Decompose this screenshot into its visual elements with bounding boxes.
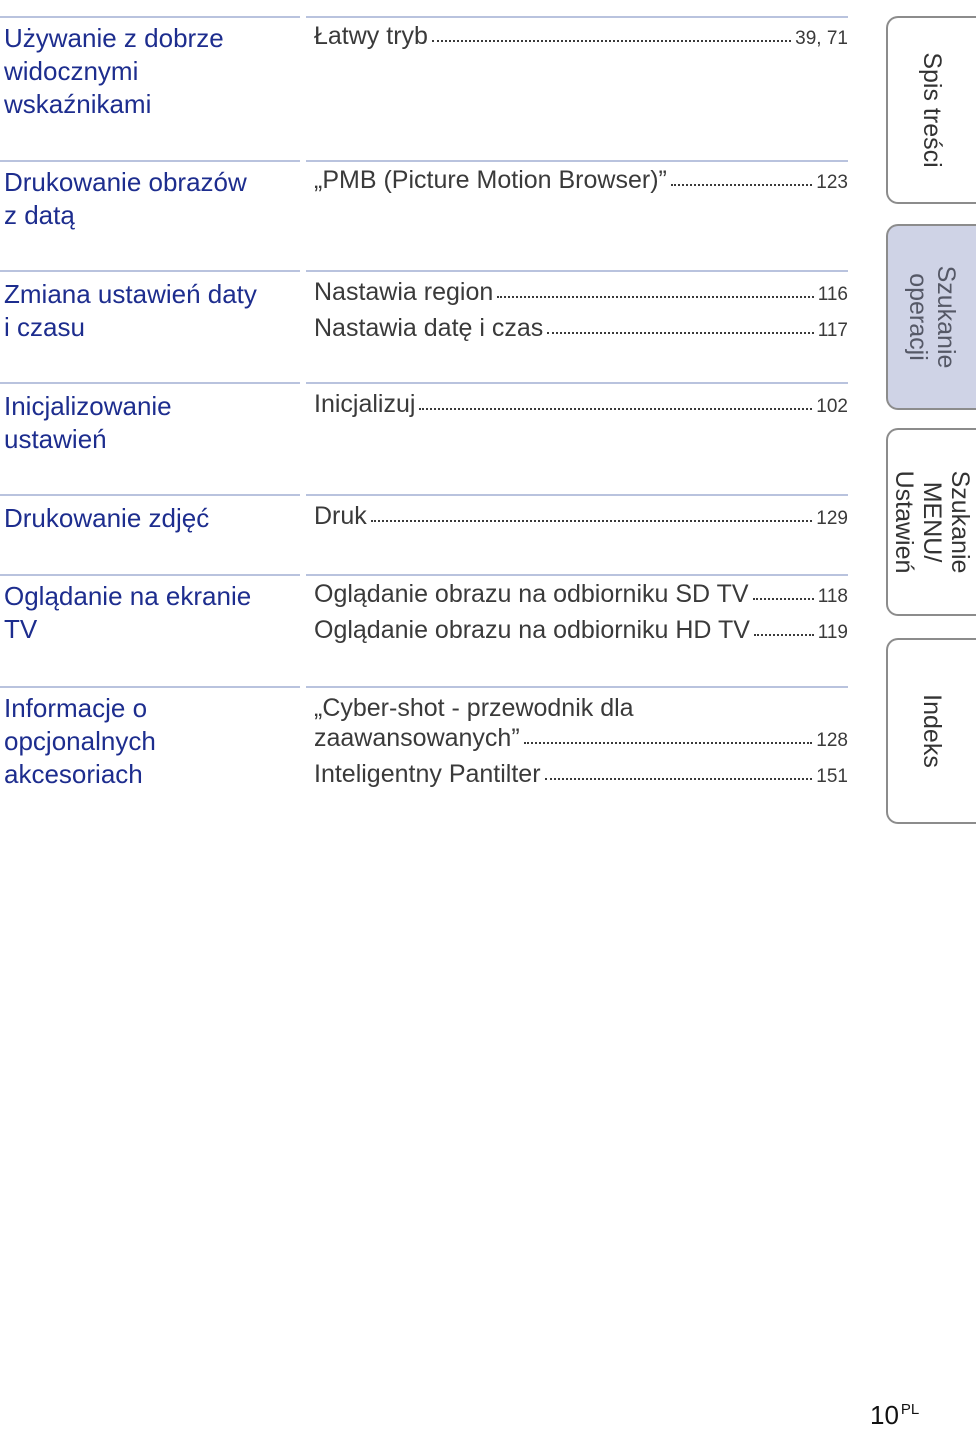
tab-label: Szukanie MENU/ Ustawień [890, 470, 974, 574]
entry-text: Inicjalizuj [314, 390, 416, 418]
entry-text: Druk [314, 502, 367, 530]
page-ref: 128 [816, 730, 848, 751]
toc-entry[interactable] [314, 314, 848, 350]
dot-leader [371, 514, 813, 522]
toc-entry[interactable] [314, 166, 848, 202]
section-divider [0, 382, 848, 384]
page-ref: 123 [816, 172, 848, 193]
tab-label: Szukanie operacji [904, 265, 960, 369]
page-ref: 118 [817, 586, 848, 607]
entry-text: „PMB (Picture Motion Browser)” [314, 166, 667, 194]
entry-text: Inteligentny Pantilter [314, 760, 541, 788]
category-label: Zmiana ustawień daty i czasu [4, 279, 257, 342]
entry-text-line1: „Cyber-shot - przewodnik dla [314, 694, 634, 722]
tab-spis-tresci[interactable] [886, 16, 976, 204]
toc-entry[interactable] [314, 616, 848, 652]
entry-text: zaawansowanych” [314, 724, 520, 752]
tab-szukanie-menu[interactable] [886, 428, 976, 616]
page-ref: 39, 71 [795, 28, 848, 49]
page-ref: 119 [817, 622, 848, 643]
dot-leader [497, 290, 813, 298]
entry-text: Nastawia region [314, 278, 494, 306]
toc-entry[interactable] [314, 278, 848, 314]
tab-label: Indeks [918, 694, 946, 768]
page-ref: 151 [816, 766, 848, 787]
dot-leader [671, 178, 812, 186]
toc-entry[interactable] [314, 580, 848, 616]
page-ref: 117 [817, 320, 848, 341]
category-label: Oglądanie na ekranie TV [4, 581, 252, 644]
dot-leader [545, 772, 813, 780]
dot-leader [547, 326, 813, 334]
page-number [870, 1400, 919, 1431]
section-divider [0, 160, 848, 162]
dot-leader [432, 34, 791, 42]
category-label: Inicjalizowanie ustawień [4, 391, 172, 454]
entry-text: Łatwy tryb [314, 22, 428, 50]
dot-leader [754, 628, 814, 636]
tab-label: Spis treści [918, 52, 946, 168]
page-ref: 102 [816, 396, 848, 417]
category-label: Drukowanie zdjęć [4, 503, 210, 533]
toc-entry[interactable] [314, 502, 848, 538]
entry-text: Nastawia datę i czas [314, 314, 544, 342]
category-label: Używanie z dobrze widocznymi wskaźnikami [4, 23, 224, 119]
toc-entry[interactable] [314, 390, 848, 426]
page-ref: 129 [816, 508, 848, 529]
toc-entry[interactable] [314, 692, 848, 758]
section-divider [0, 686, 848, 688]
section-divider [0, 574, 848, 576]
entry-text: Oglądanie obrazu na odbiorniku HD TV [314, 616, 750, 644]
dot-leader [419, 402, 812, 410]
toc-entry[interactable] [314, 22, 848, 58]
page-ref: 116 [817, 284, 848, 305]
category-label: Informacje o opcjonalnych akcesoriach [4, 693, 156, 789]
section-divider [0, 494, 848, 496]
toc-entry[interactable] [314, 760, 848, 796]
tab-indeks[interactable] [886, 638, 976, 824]
category-label: Drukowanie obrazów z datą [4, 167, 247, 230]
tab-szukanie-operacji[interactable] [886, 224, 976, 410]
entry-text: Oglądanie obrazu na odbiorniku SD TV [314, 580, 749, 608]
section-divider [0, 270, 848, 272]
language-code: PL [900, 1401, 920, 1418]
dot-leader [524, 736, 813, 744]
section-divider [0, 16, 848, 18]
dot-leader [753, 592, 814, 600]
page-number-value: 10 [870, 1400, 899, 1430]
